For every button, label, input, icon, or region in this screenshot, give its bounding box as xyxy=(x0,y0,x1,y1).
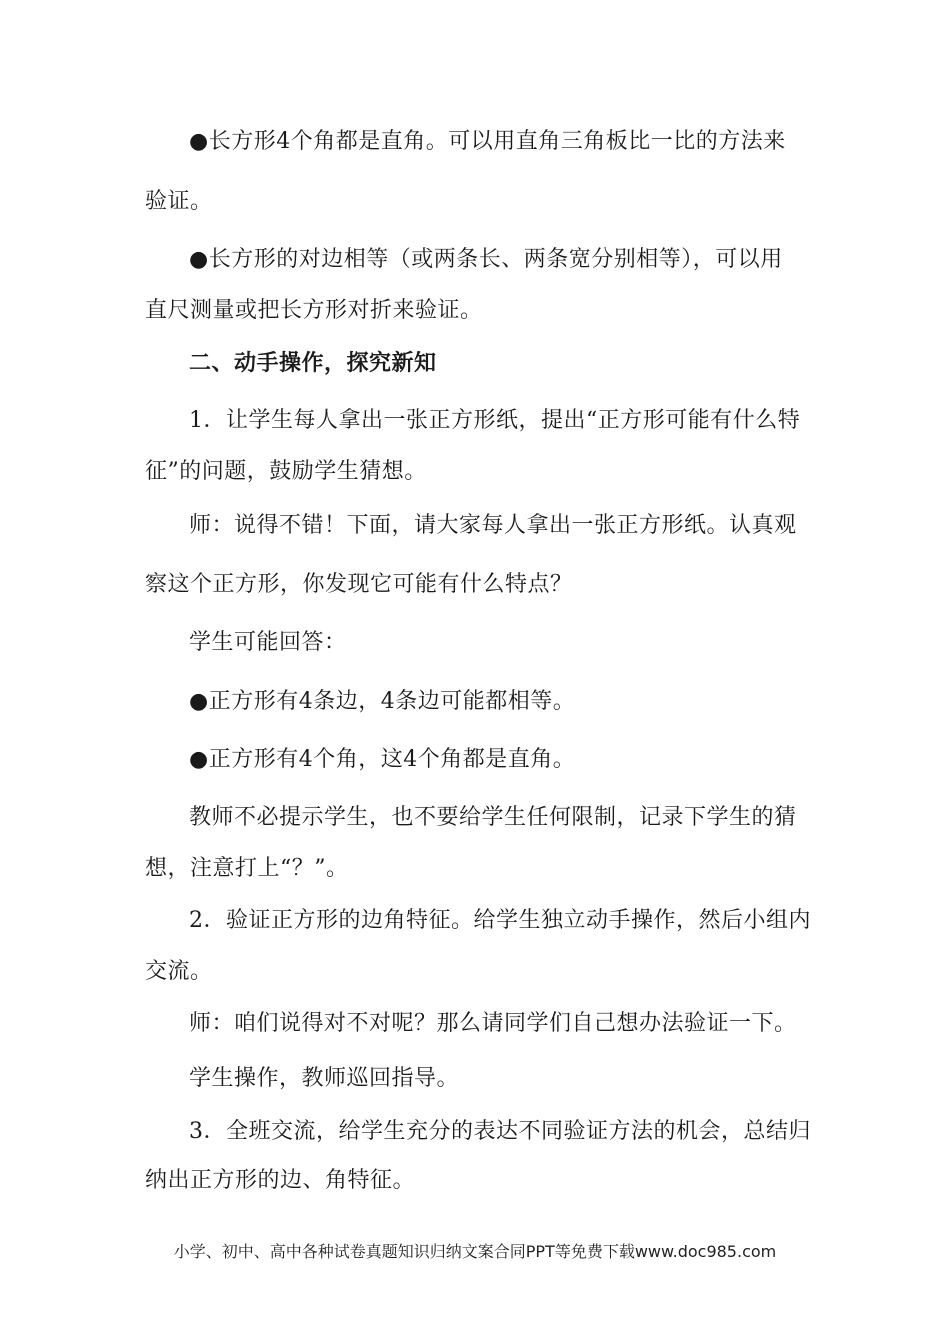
paragraph-4-line-2: 察这个正方形，你发现它可能有什么特点？ xyxy=(145,572,573,597)
section-heading: 二、动手操作，探究新知 xyxy=(189,351,437,376)
paragraph-10-line-2: 纳出正方形的边、角特征。 xyxy=(145,1168,416,1193)
paragraph-3-line-1: 1．让学生每人拿出一张正方形纸，提出“正方形可能有什么特 xyxy=(189,408,801,433)
bullet-2: ●正方形有4个角，这4个角都是直角。 xyxy=(189,747,576,772)
paragraph-8: 师：咱们说得对不对呢？那么请同学们自己想办法验证一下。 xyxy=(189,1011,797,1036)
paragraph-3-line-2: 征”的问题，鼓励学生猜想。 xyxy=(145,459,427,484)
paragraph-6-line-2: 想，注意打上“？”。 xyxy=(145,856,349,881)
paragraph-1-line-2: 验证。 xyxy=(145,189,213,214)
paragraph-10-line-1: 3．全班交流，给学生充分的表达不同验证方法的机会，总结归 xyxy=(189,1119,811,1144)
paragraph-7-line-1: 2．验证正方形的边角特征。给学生独立动手操作，然后小组内 xyxy=(189,908,811,933)
paragraph-9: 学生操作，教师巡回指导。 xyxy=(189,1066,460,1091)
paragraph-5: 学生可能回答： xyxy=(189,630,347,655)
page-footer: 小学、初中、高中各种试卷真题知识归纳文案合同PPT等免费下载www.doc985.com xyxy=(173,1242,777,1261)
paragraph-2-line-1: ●长方形的对边相等（或两条长、两条宽分别相等），可以用 xyxy=(189,247,783,272)
bullet-1: ●正方形有4条边，4条边可能都相等。 xyxy=(189,689,576,714)
paragraph-7-line-2: 交流。 xyxy=(145,959,213,984)
paragraph-1-line-1: ●长方形4个角都是直角。可以用直角三角板比一比的方法来 xyxy=(189,129,786,154)
paragraph-6-line-1: 教师不必提示学生，也不要给学生任何限制，记录下学生的猜 xyxy=(189,805,797,830)
paragraph-4-line-1: 师：说得不错！下面，请大家每人拿出一张正方形纸。认真观 xyxy=(189,513,797,538)
paragraph-2-line-2: 直尺测量或把长方形对折来验证。 xyxy=(145,298,483,323)
